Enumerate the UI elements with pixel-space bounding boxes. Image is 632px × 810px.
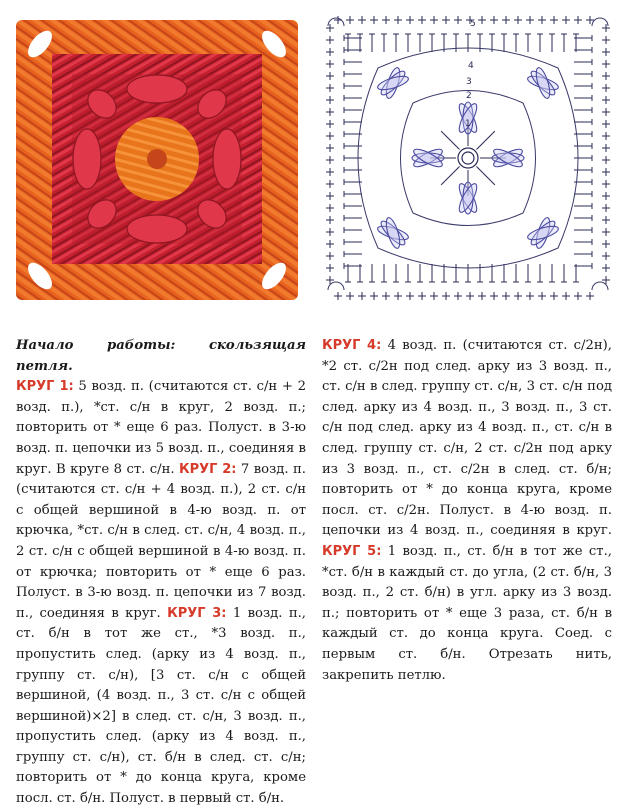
round-3-label: КРУГ 3: [167, 605, 227, 621]
round-4-text: 4 возд. п. (считаются ст. с/2н), *2 ст. с/2н под след. арку из 3 возд. п., ст. с/н в след. группу ст. с/н, 3 ст. с/н под след. арку из 4 возд. п., 3 возд. п., 3 ст. с/н под след. арку из 4 возд. п., ст. с/н в след. группу ст. с/н, 2 ст. с/2н под арку из 3 возд. п., ст. с/2н в след. ст. б/н; повторить от * до конца круга, кроме посл. ст. с/2н. Полуст. в 4-ю возд. п. цепочки из 4 возд. п., соединяя в круг. [322, 338, 613, 539]
instructions-left-column [16, 336, 306, 810]
round-5-label: КРУГ 5: [322, 543, 382, 559]
round-1-label: КРУГ 1: [16, 379, 74, 395]
round-3-text: 1 возд. п., ст. б/н в тот же ст., *3 возд. п., пропустить след. (арку из 4 возд. п., группу ст. с/н), [3 ст. с/н с общей вершиной, (4 возд. п., 3 ст. с/н с общей вершиной)×2] в след. ст. с/н, 3 возд. п., пропустить след. (арку из 4 возд. п., группу ст. с/н), ст. б/н в след. ст. с/н; повторить от * до конца круга, кроме посл. ст. б/н. Полуст. в первый ст. б/н. [16, 605, 307, 807]
crochet-chart-diagram [318, 8, 618, 308]
round-label-5: 5 [470, 19, 476, 29]
round-label-2: 2 [466, 91, 472, 101]
round-4-label: КРУГ 4: [322, 338, 382, 353]
round-label-3: 3 [466, 77, 472, 87]
round-label-1: 1 [465, 119, 471, 129]
instructions-right-column [322, 336, 612, 686]
intro-text: Начало работы: скользящая петля. [16, 338, 306, 374]
round-2-label: КРУГ 2: [179, 461, 237, 477]
round-label-4: 4 [468, 61, 474, 71]
round-2-text: 7 возд. п. (считаются ст. с/н + 4 возд. п.), 2 ст. с/н с общей вершиной в 4-ю возд. п. от крючка, *ст. с/н в след. ст. с/н, 4 возд. п., 2 ст. с/н с общей вершиной в 4-ю возд. п. от крючка; повторить от * еще 6 раз. Полуст. в 3-ю возд. п. цепочки из 7 возд. п., соединяя в круг. [16, 461, 306, 621]
round-1-text: 5 возд. п. (считаются ст. с/н + 2 возд. п.), *ст. с/н в круг, 2 возд. п.; повторить от * еще 6 раз. Полуст. в 3-ю возд. п. цепочки из 5 возд. п., соединяя в круг. В круге 8 ст. с/н. [16, 379, 306, 477]
crochet-square-photo [12, 14, 302, 304]
round-5-text: 1 возд. п., ст. б/н в тот же ст., *ст. б/н в каждый ст. до угла, (2 ст. б/н, 3 возд. п., 2 ст. б/н) в угл. арку из 3 возд. п.; повторить от * еще 3 раза, ст. б/н в каждый ст. до конца круга. Соед. с первым ст. б/н. Отрезать нить, закрепить петлю. [322, 543, 612, 683]
